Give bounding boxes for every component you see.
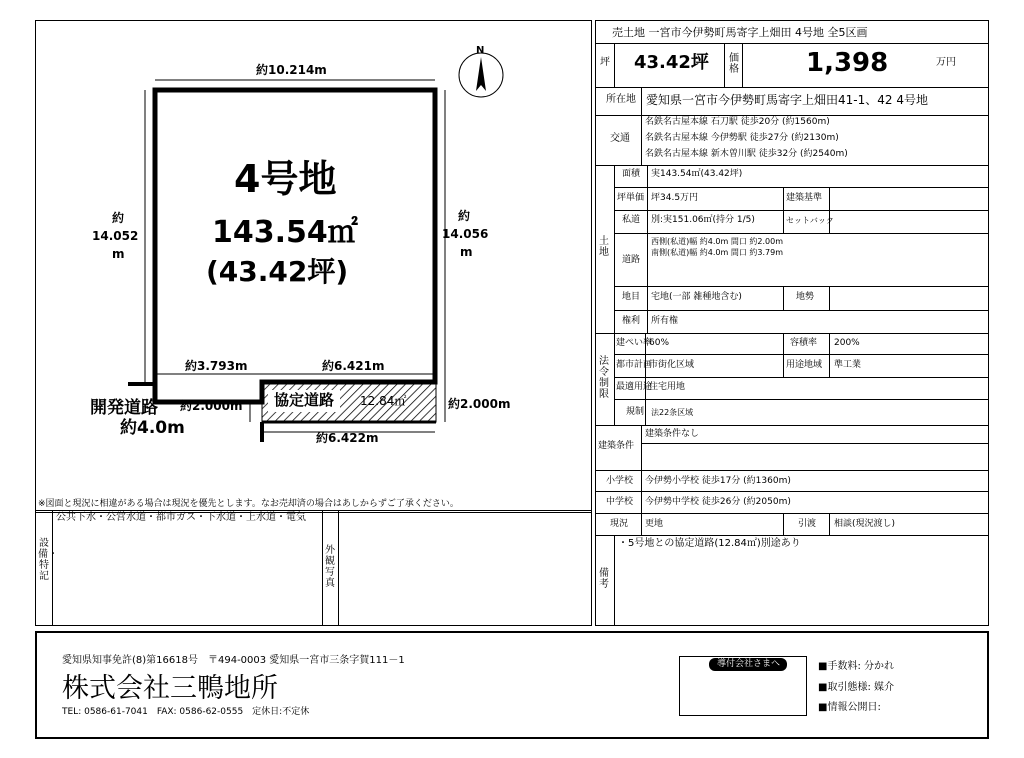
dev-road-width: 約4.0m bbox=[120, 418, 185, 438]
lot-area-tsubo: (43.42坪) bbox=[206, 255, 349, 288]
contact-text: TEL: 0586-61-7041 FAX: 0586-62-0555 定休日:不定休 bbox=[62, 707, 310, 717]
price-label: 価格 bbox=[729, 53, 739, 75]
right-dim-2: 14.056 bbox=[442, 227, 489, 241]
north-label: N bbox=[476, 45, 485, 56]
tsubo-label: 坪 bbox=[600, 57, 610, 68]
price-value: 1,398 bbox=[806, 48, 889, 78]
license-text: 愛知県知事免許(8)第16618号 〒494-0003 愛知県一宮市三条字賀111－1 bbox=[62, 655, 405, 666]
photo-label: 外観写真 bbox=[325, 545, 335, 589]
road-line-1: 西側(私道)幅 約4.0m 間口 約2.00m bbox=[651, 237, 783, 246]
elementary-value: 今伊勢小学校 徒歩17分 (約1360m) bbox=[645, 476, 791, 486]
facilities-label: 設備・特記 bbox=[38, 538, 58, 582]
zoning-label: 用途地域 bbox=[786, 360, 823, 370]
chimoku-label: 地目 bbox=[622, 292, 641, 302]
road-label: 道路 bbox=[622, 255, 641, 265]
best-use-label: 最適用途 bbox=[616, 382, 653, 392]
chimoku-value: 宅地(一部 雑種地含む) bbox=[651, 292, 742, 302]
land-section-label: 土地 bbox=[599, 236, 609, 258]
facilities-value: 公共下水・公営水道・都市ガス・下水道・上水道・電気 bbox=[56, 512, 306, 523]
location-label: 所在地 bbox=[606, 94, 636, 105]
law-section-label: 法令制限 bbox=[599, 356, 609, 400]
transport-line-1: 名鉄名古屋本線 石刀駅 徒歩20分 (約1560m) bbox=[645, 117, 830, 127]
road-line-2: 南側(私道)幅 約4.0m 間口 約3.79m bbox=[651, 248, 783, 257]
price-unit: 万円 bbox=[936, 57, 956, 68]
handover-value: 相談(現況渡し) bbox=[834, 519, 896, 529]
company-name: 株式会社三鴨地所 bbox=[62, 673, 278, 704]
map-note: ※図面と現況に相違がある場合は現況を優先とします。なお売却済の場合はあしからずご了承ください。 bbox=[38, 499, 459, 509]
junior-label: 中学校 bbox=[606, 497, 634, 507]
bottom-dim: 約6.422m bbox=[316, 431, 379, 445]
lot-number: 4号地 bbox=[234, 157, 337, 201]
setback-label: セットバック bbox=[786, 216, 834, 225]
agreement-road-area-label: 12.84㎡ bbox=[360, 394, 407, 408]
remarks-label: 備考 bbox=[599, 568, 609, 590]
building-std-label: 建築基準 bbox=[786, 193, 823, 203]
agreement-road-label: 協定道路 bbox=[274, 391, 335, 409]
agent-box-label: 導付会社さまへ bbox=[717, 659, 781, 669]
deal-type-text: ■取引態様: 媒介 bbox=[818, 682, 894, 693]
dev-road-label: 開発道路 bbox=[90, 398, 158, 418]
regulation-label: 規制 bbox=[626, 407, 645, 417]
conditions-value: 建築条件なし bbox=[645, 429, 700, 439]
left-dim-2: 14.052 bbox=[92, 229, 139, 243]
top-dimension: 約10.214m bbox=[256, 63, 327, 77]
area-value: 実143.54㎡(43.42坪) bbox=[651, 169, 743, 179]
bcr-value: 60% bbox=[649, 338, 670, 348]
seg-left-dim: 約3.793m bbox=[185, 359, 248, 373]
right-dim-3: m bbox=[460, 245, 473, 259]
far-label: 容積率 bbox=[790, 338, 818, 348]
zoning-value: 準工業 bbox=[834, 360, 862, 370]
left-short-dim: 約2.000m bbox=[180, 399, 243, 413]
rights-label: 権利 bbox=[622, 316, 641, 326]
right-dim-1: 約 bbox=[458, 209, 471, 223]
remarks-value: ・5号地との協定道路(12.84㎡)別途あり bbox=[618, 538, 801, 549]
bcr-label: 建ぺい率 bbox=[616, 338, 653, 348]
junior-value: 今伊勢中学校 徒歩26分 (約2050m) bbox=[645, 497, 791, 507]
transport-label: 交通 bbox=[610, 133, 630, 144]
private-road-label: 私道 bbox=[622, 215, 641, 225]
facilities-panel bbox=[35, 510, 592, 626]
lot-area-m2: 143.54㎡ bbox=[212, 215, 358, 250]
elementary-label: 小学校 bbox=[606, 476, 634, 486]
left-dim-1: 約 bbox=[112, 211, 125, 225]
location-value: 愛知県一宮市今伊勢町馬寄字上畑田41-1、42 4号地 bbox=[646, 93, 928, 107]
transport-line-3: 名鉄名古屋本線 新木曽川駅 徒歩32分 (約2540m) bbox=[645, 149, 848, 159]
publish-date-text: ■情報公開日: bbox=[818, 702, 881, 713]
far-value: 200% bbox=[834, 338, 860, 348]
city-plan-label: 都市計画 bbox=[616, 360, 653, 370]
terrain-label: 地勢 bbox=[796, 292, 815, 302]
left-dim-3: m bbox=[112, 247, 125, 261]
right-short-dim: 約2.000m bbox=[448, 397, 511, 411]
regulation-value: 法22条区域 bbox=[651, 408, 694, 417]
handover-label: 引渡 bbox=[798, 519, 817, 529]
fee-text: ■手数料: 分かれ bbox=[818, 661, 894, 672]
conditions-label: 建築条件 bbox=[598, 441, 635, 451]
seg-right-dim: 約6.421m bbox=[322, 359, 385, 373]
area-label: 面積 bbox=[622, 169, 641, 179]
status-label: 現況 bbox=[610, 519, 629, 529]
city-plan-value: 市街化区域 bbox=[649, 360, 695, 370]
best-use-value: 住宅用地 bbox=[649, 382, 686, 392]
rights-value: 所有権 bbox=[651, 316, 679, 326]
unit-price-label: 坪単価 bbox=[617, 193, 645, 203]
transport-line-2: 名鉄名古屋本線 今伊勢駅 徒歩27分 (約2130m) bbox=[645, 133, 839, 143]
unit-price-value: 坪34.5万円 bbox=[651, 193, 699, 203]
private-road-value: 別:実151.06㎡(持分 1/5) bbox=[651, 215, 755, 225]
tsubo-value: 43.42坪 bbox=[634, 52, 709, 73]
status-value: 更地 bbox=[645, 519, 664, 529]
listing-title: 売土地 一宮市今伊勢町馬寄字上畑田 4号地 全5区画 bbox=[612, 26, 868, 39]
